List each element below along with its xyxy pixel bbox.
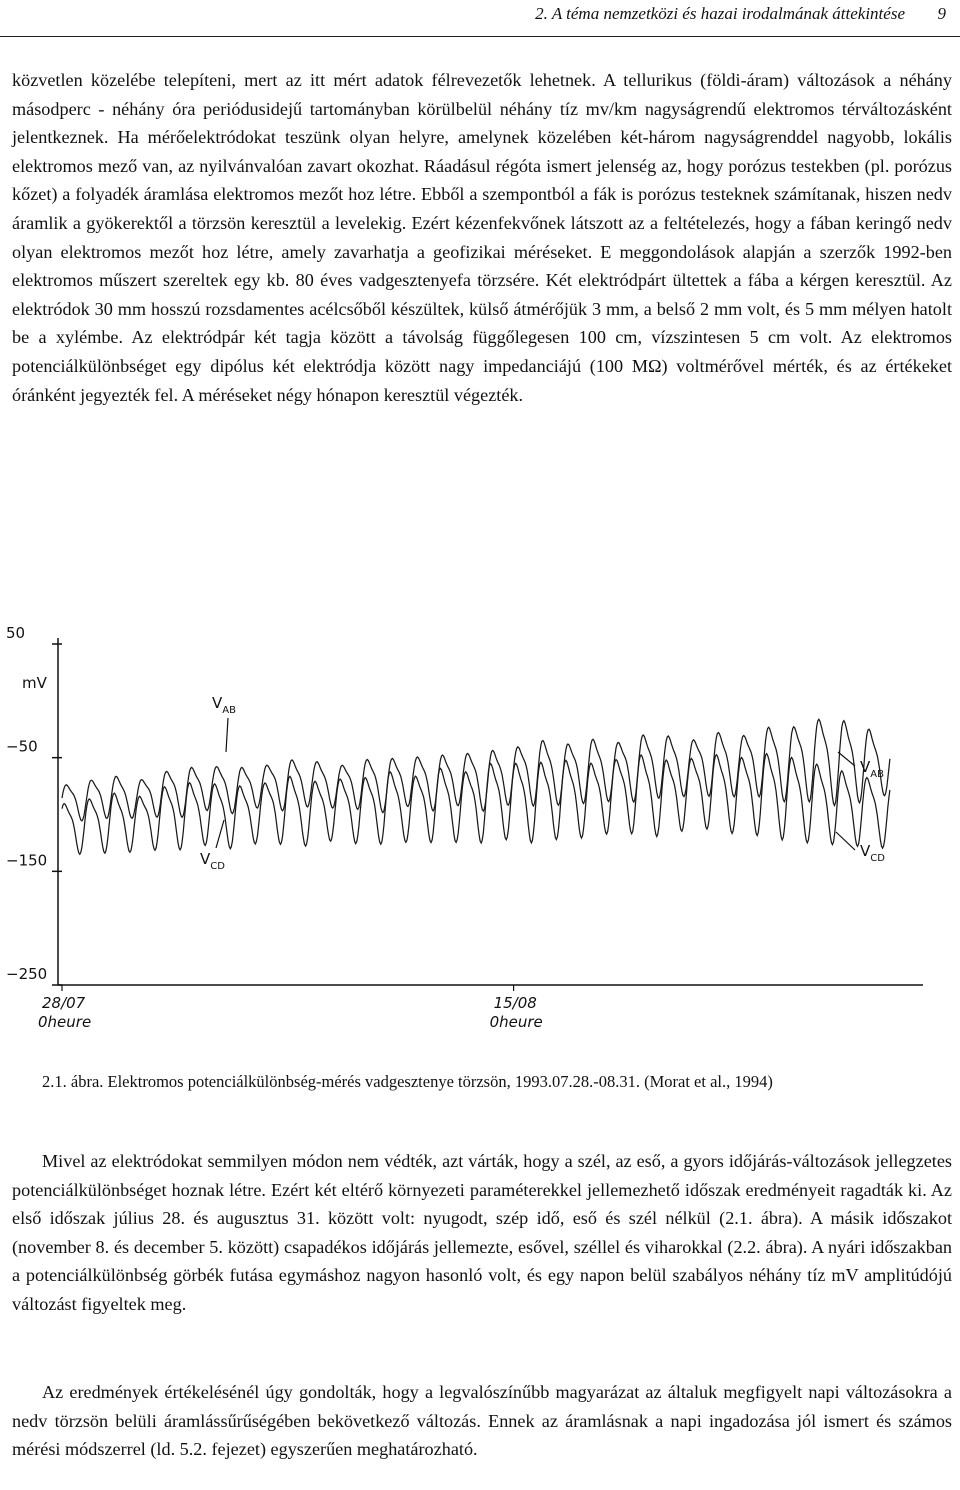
- figure-caption: 2.1. ábra. Elektromos potenciálkülönbség-mérés vadgesztenye törzsön, 1993.07.28.-08.31. (Morat et al., 1994): [42, 1072, 773, 1091]
- y-tick-label: −50: [6, 737, 38, 756]
- annotation-subscript: CD: [210, 861, 225, 872]
- annotation-label: $V_{CD}$: [860, 842, 885, 864]
- paragraph-3: Az eredmények értékelésénél úgy gondolták, hogy a legvalószínűbb magyarázat az általuk megfigyelt napi változásokra a nedv törzsön belüli áramlássűrűségében bekövetkező változás. Ennek az áramlásnak a napi ingadozása jól ismert és számos mérési módszerrel (ld. 5.2. fejezet) egyszerűen meghatározható.: [12, 1382, 952, 1460]
- y-tick-label: −150: [6, 851, 48, 870]
- series-line-VCD: [62, 754, 890, 855]
- y-axis-label: mV: [22, 674, 47, 692]
- header-title: 2. A téma nemzetközi és hazai irodalmának áttekintése: [535, 4, 905, 23]
- y-tick-label: 50: [6, 624, 26, 642]
- annotation-subscript: AB: [222, 705, 236, 716]
- paragraph-1: közvetlen közelébe telepíteni, mert az itt mért adatok félrevezetők lehetnek. A tellurikus (földi-áram) változások a néhány másodperc - néhány óra periódusidejű tartományban körülbelül néhány tíz mv/km nagyságrendű elektromos térváltozásként jelentkeznek. Ha mérőelektródokat teszünk olyan helyre, amelynek közelében két-három nagyságrenddel nagyobb, lokális elektromos mező van, az nyilvánvalóan zavart okozhat. Ráadásul régóta ismert jelenség az, hogy porózus testekben (pl. porózus kőzet) a folyadék áramlása elektromos mezőt hoz létre. Ebből a szempontból a fák is porózus testeknek számítanak, hiszen nedv áramlik a gyökerektől a törzsön keresztül a levelekig. Ezért kézenfekvőnek látszott az a feltételezés, hogy a fában keringő nedv olyan elektromos mezőt hoz létre, amely zavarhatja a geofizikai méréseket. E meggondolások alapján a szerzők 1992-ben elektromos műszert szereltek egy kb. 80 éves vadgesztenyefa törzsére. Két elektródpárt ültettek a fába a kérgen keresztül. Az elektródok 30 mm hosszú rozsdamentes acélcsőből készültek, külső átmérőjük 3 mm, a belső 2 mm volt, és 5 mm mélyen hatolt be a xylémbe. Az elektródpár két tagja között a távolság függőlegesen 100 cm, vízszintesen 5 cm volt. Az elektromos potenciálkülönbséget egy dipólus két elektródja között nagy impedanciájú (100 MΩ) voltmérővel mérték, és az értékeket óránként jegyezték fel. A méréseket négy hónapon keresztül végezték.: [12, 70, 952, 405]
- annotation-pointer: [216, 820, 224, 848]
- annotation-subscript: AB: [870, 769, 884, 780]
- annotation-pointer: [226, 718, 228, 752]
- x-tick-date: 15/08: [493, 994, 537, 1012]
- page-header: [0, 0, 960, 37]
- potential-difference-chart: [0, 600, 960, 1050]
- annotation-label: $V_{AB}$: [860, 758, 884, 780]
- annotation-label: $V_{CD}$: [200, 850, 225, 872]
- page-number: 9: [937, 4, 946, 23]
- annotation-label: $V_{AB}$: [212, 694, 236, 716]
- x-tick-date: 28/07: [42, 994, 86, 1012]
- annotation-subscript: CD: [870, 853, 885, 864]
- x-tick-time: 0heure: [38, 1013, 92, 1031]
- paragraph-2: Mivel az elektródokat semmilyen módon nem védték, azt várták, hogy a szél, az eső, a gyors időjárás-változások jellegzetes potenciálkülönbséget hoznak létre. Ezért két eltérő környezeti paraméterekkel jellemezhető időszak eredményeit ragadták ki. Az első időszak július 28. és augusztus 31. között volt: nyugodt, szép idő, eső és szél nélkül (2.1. ábra). A másik időszakot (november 8. és december 5. között) csapadékos időjárás jellemezte, esővel, széllel és viharokkal (2.2. ábra). A nyári időszakban a potenciálkülönbség görbék futása egymáshoz nagyon hasonló volt, és egy napon belül szabályos néhány tíz mV amplitúdójú változást figyeltek meg.: [12, 1151, 952, 1314]
- y-tick-label: −250: [6, 965, 48, 983]
- x-tick-time: 0heure: [489, 1013, 543, 1031]
- annotation-pointer: [836, 832, 855, 850]
- figure-2-1: [0, 600, 960, 1050]
